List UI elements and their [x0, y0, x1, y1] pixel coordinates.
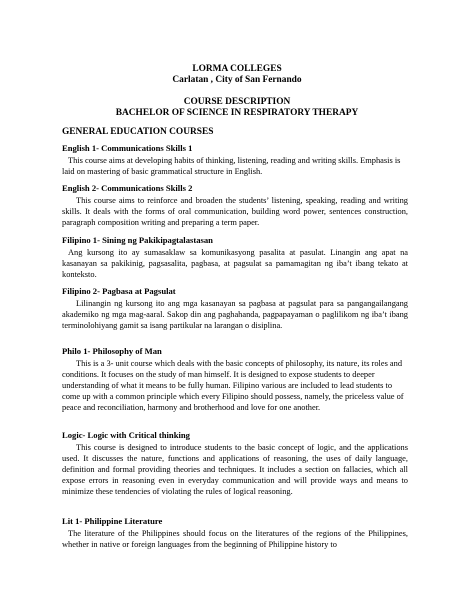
course-description: This course is designed to introduce students to the basic concept of logic, and the applications used. It discusses the nature, functions and applications of reasoning, the uses of daily language, definition and formal providing theories and techniques. It includes a section on fallacies, which all expose errors in reasoning even in everyday communication and will provide ways and means to minimize these tendencies of violating the rules of logical reasoning.: [62, 443, 408, 497]
program-title: BACHELOR OF SCIENCE IN RESPIRATORY THERAPY: [115, 108, 359, 118]
course-english-2: [62, 183, 408, 228]
course-description: The literature of the Philippines should focus on the literatures of the regions of the Philippines, whether in native or foreign languages from the beginning of Philippine history to: [62, 529, 408, 550]
course-filipino-2: [62, 286, 408, 331]
course-description: Lilinangin ng kursong ito ang mga kasanayan sa pagbasa at pagsulat para sa pangangailangang akademiko ng mga mag-aaral. Sakop din ang paghahanda, pagpapayaman o paglilikom ng iba’t ibang terminolohiyang gamit sa isang partikular na larangan o disiplina.: [62, 299, 408, 331]
course-description: This is a 3- unit course which deals with the basic concepts of philosophy, its nature, its roles and conditions. It focuses on the study of man himself. It is designed to expose students to deeper understanding of what it means to be fully human. Filipino various are included to lead students to come up with a common principle which every Filipino should possess, namely, the priceless value of peace and reconciliation, harmony and brotherhood and love for one another.: [62, 359, 404, 413]
course-english-1: [62, 143, 408, 177]
institution-name: LORMA COLLEGES: [192, 64, 282, 74]
course-title: Filipino 1- Sining ng Pakikipagtalastasan: [62, 235, 213, 245]
section-title: GENERAL EDUCATION COURSES: [62, 127, 214, 137]
course-title: Logic- Logic with Critical thinking: [62, 430, 190, 440]
course-philo-1: [62, 346, 408, 413]
institution-location: Carlatan , City of San Fernando: [172, 75, 302, 85]
course-lit-1: [62, 516, 408, 550]
course-title: Filipino 2- Pagbasa at Pagsulat: [62, 286, 176, 296]
course-description: This course aims at developing habits of thinking, listening, reading and writing skills. Emphasis is laid on mastering of basic grammatical structure in English.: [62, 156, 401, 177]
course-description: Ang kursong ito ay sumasaklaw sa komunikasyong pasalita at pasulat. Linangin ang apat na kasanayan sa pakikinig, pagsasalita, pagbasa, at pagsulat sa pamamagitan ng iba’t ibang tekato at konteksto.: [62, 248, 408, 280]
course-title: Philo 1- Philosophy of Man: [62, 346, 162, 356]
course-filipino-1: [62, 235, 408, 280]
document-title: COURSE DESCRIPTION: [183, 97, 291, 107]
course-description: This course aims to reinforce and broaden the students’ listening, speaking, reading and writing skills. It deals with the forms of oral communication, building word power, sentences construction, paragraph composition writing and preparing a term paper.: [62, 196, 408, 228]
course-logic: [62, 430, 408, 497]
course-title: English 2- Communications Skills 2: [62, 183, 193, 193]
course-title: English 1- Communications Skills 1: [62, 143, 193, 153]
course-title: Lit 1- Philippine Literature: [62, 516, 163, 526]
